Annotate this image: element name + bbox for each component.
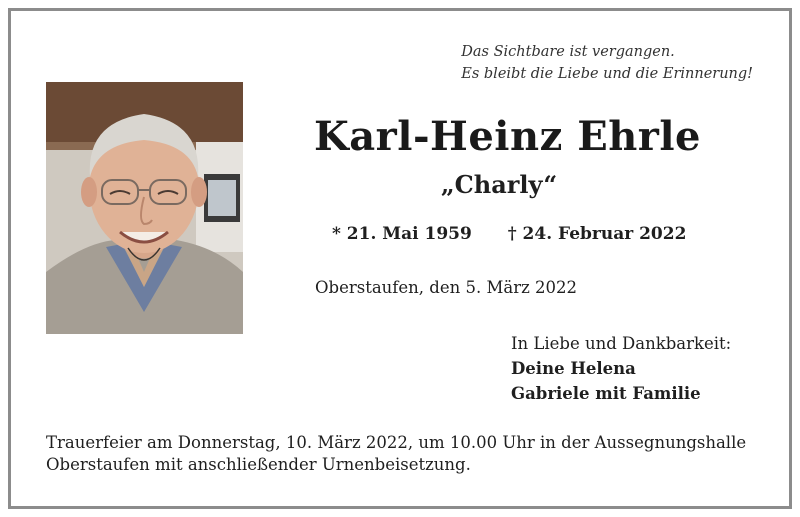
deceased-nickname: „Charly“ [440, 170, 558, 199]
service-line-2: Oberstaufen mit anschließender Urnenbeisetzung. [46, 455, 471, 474]
mourners-intro: In Liebe und Dankbarkeit: [511, 334, 732, 353]
place-and-date: Oberstaufen, den 5. März 2022 [315, 278, 578, 297]
mourner-name: Gabriele mit Familie [511, 384, 701, 403]
quote-line-2: Es bleibt die Liebe und die Erinnerung! [461, 66, 753, 82]
life-dates [332, 224, 686, 244]
service-line-1: Trauerfeier am Donnerstag, 10. März 2022, um 10.00 Uhr in der Aussegnungshalle [46, 433, 747, 452]
quote-line-1: Das Sichtbare ist vergangen. [461, 44, 675, 60]
mourners-block [511, 331, 731, 406]
deceased-name: Karl-Heinz Ehrle [314, 113, 702, 160]
portrait-photo [46, 82, 243, 334]
memorial-quote [461, 41, 753, 85]
funeral-service-notice [46, 432, 746, 476]
birth-date: * 21. Mai 1959 [332, 224, 472, 244]
death-date: † 24. Februar 2022 [507, 224, 687, 244]
mourner-name: Deine Helena [511, 359, 636, 378]
